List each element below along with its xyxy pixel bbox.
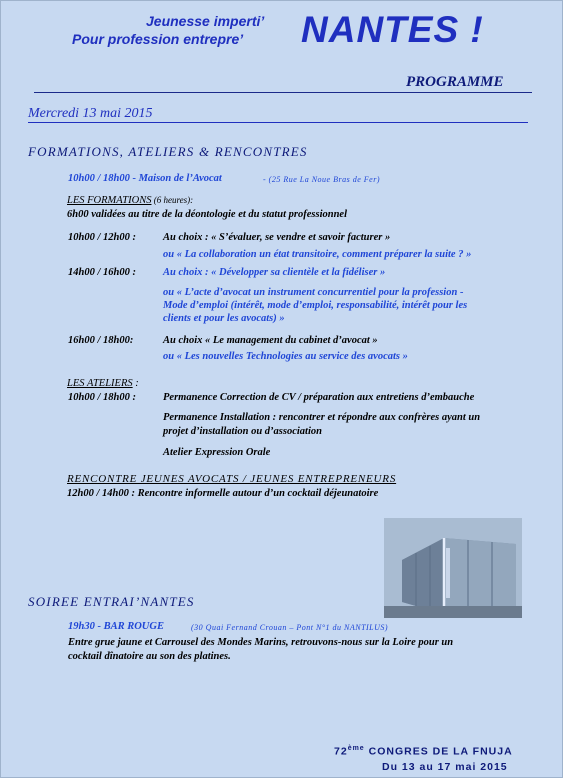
atelier-cv: Permanence Correction de CV / préparation aux entretiens d’embauche <box>163 392 475 403</box>
date-rule <box>28 122 528 123</box>
slot1-choice-2: ou « La collaboration un état transitoire, comment préparer la suite ? » <box>163 249 472 260</box>
rencontre-line: 12h00 / 14h00 : Rencontre informelle autour d’un cocktail déjeunatoire <box>67 488 379 499</box>
slot2-choice-2-cont: Mode d’emploi (intérêt, mode d’emploi, responsabilité, intérêt pour les <box>163 300 468 311</box>
les-formations-heading <box>67 195 193 206</box>
slot2-choice-2-end: clients et pour les avocats) » <box>163 313 285 324</box>
soiree-address: (30 Quai Fernand Crouan – Pont N°1 du NANTILUS) <box>191 623 389 632</box>
slot3-time: 16h00 / 18h00: <box>68 335 134 346</box>
slot2-choice-1: Au choix : « Développer sa clientèle et la fidéliser » <box>163 267 386 278</box>
ateliers-heading <box>67 378 139 389</box>
soiree-description-2: cocktail dînatoire au son des platines. <box>68 651 231 662</box>
ateliers-label: LES ATELIERS <box>67 378 133 389</box>
slot1-choice-1: Au choix : « S’évaluer, se vendre et savoir facturer » <box>163 232 391 243</box>
slot2-choice-2: ou « L’acte d’avocat un instrument concurrentiel pour la profession - <box>163 287 464 298</box>
header-rule <box>34 92 532 93</box>
header-line-2: Pour profession entrepre’ <box>72 31 244 47</box>
formations-address: - (25 Rue La Noue Bras de Fer) <box>263 175 380 184</box>
section-title-soiree: SOIREE ENTRAI’NANTES <box>28 594 195 609</box>
soiree-time-place: 19h30 - BAR ROUGE <box>68 621 164 632</box>
event-date: Mercredi 13 mai 2015 <box>28 106 153 121</box>
ateliers-time: 10h00 / 18h00 : <box>68 392 136 403</box>
header-title: NANTES ! <box>301 9 484 50</box>
programme-label: PROGRAMME <box>406 74 504 90</box>
slot1-time: 10h00 / 12h00 : <box>68 232 136 243</box>
atelier-installation-cont: projet d’installation ou d’association <box>163 426 322 437</box>
formations-time-place: 10h00 / 18h00 - Maison de l’Avocat <box>68 173 222 184</box>
les-formations-suffix: (6 heures): <box>151 195 194 205</box>
slot2-time: 14h00 / 16h00 : <box>68 267 136 278</box>
ateliers-suffix: : <box>132 378 139 389</box>
congress-text: CONGRES DE LA FNUJA <box>364 745 513 758</box>
congress-number: 72 <box>334 745 348 758</box>
validation-note: 6h00 validées au titre de la déontologie et du statut professionnel <box>67 209 348 220</box>
les-formations-label: LES FORMATIONS <box>67 195 152 206</box>
building-image <box>384 518 522 618</box>
header-line-1: Jeunesse imperti’ <box>146 13 265 29</box>
slot3-choice-1: Au choix « Le management du cabinet d’avocat » <box>163 335 378 346</box>
slot3-choice-2: ou « Les nouvelles Technologies au service des avocats » <box>163 351 408 362</box>
footer-dates: Du 13 au 17 mai 2015 <box>382 761 508 773</box>
atelier-installation: Permanence Installation : rencontrer et répondre aux confrères ayant un <box>163 412 481 423</box>
footer-congress <box>334 745 513 758</box>
section-title-formations: FORMATIONS, ATELIERS & RENCONTRES <box>28 144 308 159</box>
congress-suffix: ème <box>347 745 365 752</box>
building-photo <box>384 518 522 618</box>
soiree-description-1: Entre grue jaune et Carrousel des Mondes Marins, retrouvons-nous sur la Loire pour un <box>68 637 454 648</box>
atelier-expression: Atelier Expression Orale <box>163 447 271 458</box>
rencontre-title: RENCONTRE JEUNES AVOCATS / JEUNES ENTREPRENEURS <box>67 473 397 485</box>
